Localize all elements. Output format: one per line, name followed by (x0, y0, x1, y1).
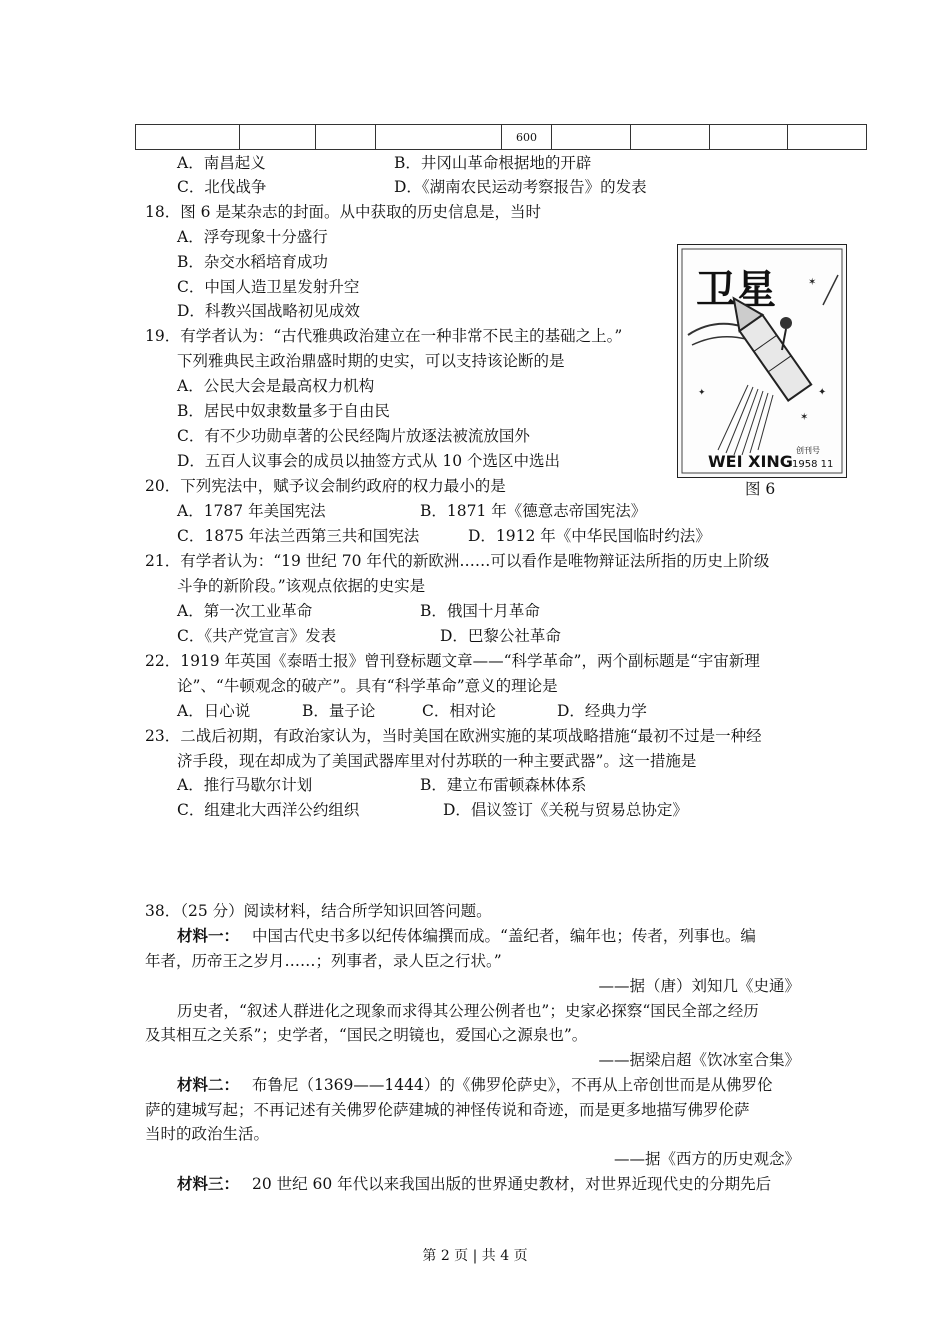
q17-option-c: C．北伐战争 (177, 178, 267, 196)
q19-option-d: D．五百人议事会的成员以抽签方式从 10 个选区中选出 (177, 452, 561, 470)
q20-option-d: D．1912 年《中华民国临时约法》 (468, 527, 711, 545)
q21-stem: 21．有学者认为：“19 世纪 70 年代的新欧洲……可以看作是唯物辩证法所指的历史上阶级 (145, 552, 770, 570)
material-one-para2-line2: 及其相互之关系”；史学者，“国民之明镜也，爱国心之源泉也”。 (145, 1026, 588, 1044)
q23-stem-cont: 济手段，现在却成为了美国武器库里对付苏联的一种主要武器”。这一措施是 (177, 752, 697, 770)
material-one-label: 材料一： (177, 926, 240, 945)
cover-issue: 创刊号 (796, 446, 820, 455)
q20-option-b: B．1871 年《德意志帝国宪法》 (420, 502, 647, 520)
q22-stem: 22．1919 年英国《泰晤士报》曾刊登标题文章——“科学革命”，两个副标题是“宇宙新理 (145, 652, 760, 670)
q19-stem: 19．有学者认为：“古代雅典政治建立在一种非常不民主的基础之上。” (145, 327, 623, 345)
table-cell (710, 125, 788, 150)
material-two-line2: 萨的建城写起；不再记述有关佛罗伦萨建城的神怪传说和奇迹，而是更多地描写佛罗伦萨 (145, 1101, 750, 1119)
q22-option-b: B．量子论 (302, 702, 376, 720)
q19-option-b: B．居民中奴隶数量多于自由民 (177, 402, 390, 420)
q21-option-c: C．《共产党宣言》发表 (177, 627, 337, 645)
material-three (177, 1173, 771, 1195)
svg-text:✦: ✦ (698, 388, 706, 398)
q21-option-d: D．巴黎公社革命 (440, 627, 561, 645)
material-two-line1: 布鲁尼（1369——1444）的《佛罗伦萨史》，不再从上帝创世而是从佛罗伦 (251, 1076, 773, 1094)
q22-option-a: A．日心说 (177, 702, 251, 720)
table-cell (316, 125, 376, 150)
material-one-line1: 中国古代史书多以纪传体编撰而成。“盖纪者，编年也；传者，列事也。编 (251, 927, 756, 945)
material-two (177, 1074, 773, 1096)
table-cell (631, 125, 710, 150)
table-cell (552, 125, 631, 150)
q21-stem-cont: 斗争的新阶段。”该观点依据的史实是 (177, 577, 426, 595)
figure-caption: 图 6 (745, 480, 776, 498)
q22-option-c: C．相对论 (422, 702, 496, 720)
q23-option-b: B．建立布雷顿森林体系 (420, 776, 587, 794)
q22-option-d: D．经典力学 (557, 702, 647, 720)
q18-stem: 18．图 6 是某杂志的封面。从中获取的历史信息是，当时 (145, 203, 541, 221)
q18-option-d: D．科教兴国战略初见成效 (177, 302, 360, 320)
svg-text:✦: ✦ (818, 387, 827, 398)
q17-option-b: B．井冈山革命根据地的开辟 (394, 154, 592, 172)
answer-table (135, 124, 867, 150)
q18-option-c: C．中国人造卫星发射升空 (177, 278, 360, 296)
q22-stem-cont: 论”、“牛顿观念的破产”。具有“科学革命”意义的理论是 (177, 677, 558, 695)
q38-stem: 38．（25 分）阅读材料，结合所学知识回答问题。 (145, 902, 492, 920)
svg-text:✶: ✶ (808, 277, 817, 288)
table-row (136, 125, 867, 150)
material-three-label: 材料三： (177, 1174, 240, 1193)
material-two-label: 材料二： (177, 1075, 240, 1094)
cover-title: 卫星 (696, 267, 776, 313)
material-one-para2-line1: 历史者，“叙述人群进化之现象而求得其公理公例者也”；史家必探察“国民全部之经历 (177, 1002, 759, 1020)
material-one-source2: ——据梁启超《饮冰室合集》 (598, 1051, 800, 1069)
magazine-cover-illustration (678, 245, 846, 477)
table-cell (240, 125, 316, 150)
table-cell (788, 125, 867, 150)
table-cell (136, 125, 240, 150)
cover-pinyin: WEI XING (708, 452, 793, 471)
q23-option-c: C．组建北大西洋公约组织 (177, 801, 360, 819)
q21-option-a: A．第一次工业革命 (177, 602, 313, 620)
svg-text:✶: ✶ (800, 412, 809, 423)
q23-option-d: D．倡议签订《关税与贸易总协定》 (443, 801, 688, 819)
q17-option-d: D．《湖南农民运动考察报告》的发表 (394, 178, 647, 196)
q18-option-b: B．杂交水稻培育成功 (177, 253, 328, 271)
q17-option-a: A．南昌起义 (177, 154, 266, 172)
material-two-source: ——据《西方的历史观念》 (613, 1150, 800, 1168)
q20-stem: 20．下列宪法中，赋予议会制约政府的权力最小的是 (145, 477, 506, 495)
q20-option-c: C．1875 年法兰西第三共和国宪法 (177, 527, 420, 545)
q19-option-a: A．公民大会是最高权力机构 (177, 377, 375, 395)
q21-option-b: B．俄国十月革命 (420, 602, 540, 620)
table-cell (376, 125, 502, 150)
material-one-source: ——据（唐）刘知几《史通》 (598, 977, 800, 995)
material-two-line3: 当时的政治生活。 (145, 1125, 270, 1143)
material-three-line1: 20 世纪 60 年代以来我国出版的世界通史教材，对世界近现代史的分期先后 (251, 1175, 772, 1193)
q20-option-a: A．1787 年美国宪法 (177, 502, 326, 520)
magazine-cover-figure (677, 244, 847, 478)
page-footer: 第 2 页 | 共 4 页 (422, 1248, 528, 1264)
material-one (177, 925, 756, 947)
q18-option-a: A．浮夸现象十分盛行 (177, 228, 328, 246)
q23-option-a: A．推行马歇尔计划 (177, 776, 313, 794)
q23-stem: 23．二战后初期，有政治家认为，当时美国在欧洲实施的某项战略措施“最初不过是一种经 (145, 727, 762, 745)
q19-stem-cont: 下列雅典民主政治鼎盛时期的史实，可以支持该论断的是 (177, 352, 565, 370)
table-cell: 600 (502, 125, 552, 150)
q19-option-c: C．有不少功勋卓著的公民经陶片放逐法被流放国外 (177, 427, 530, 445)
material-one-line2: 年者，历帝王之岁月……；列事者，录人臣之行状。” (145, 952, 502, 970)
cover-date: 1958 11 (792, 459, 834, 470)
